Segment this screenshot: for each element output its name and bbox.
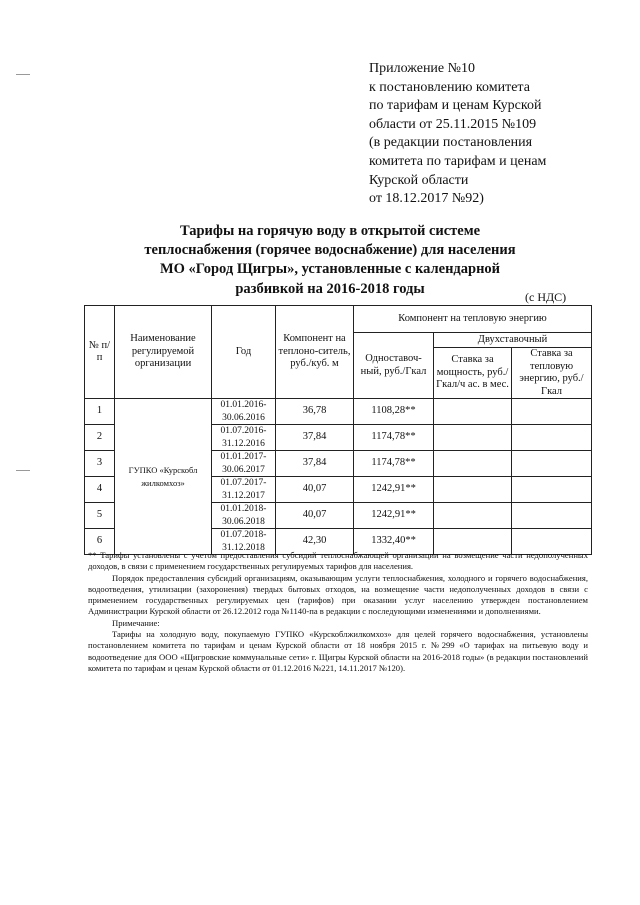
- scan-margin-mark: [16, 74, 30, 75]
- appendix-line: Курской области: [369, 172, 469, 188]
- footnote: ** Тарифы установлены с учетом предоставления субсидий теплоснабжающей организации на возмещение части недополученных доходов, в связи с применением государственных регулируемых тарифов для населения.: [88, 550, 588, 572]
- header-num: № п/п: [85, 306, 115, 399]
- header-energy-component: Компонент на тепловую энергию: [354, 306, 592, 333]
- period-cell: [212, 477, 276, 503]
- capacity-rate-value: [434, 503, 512, 529]
- organization-cell: ГУПКО «Курскобл жилкомхоз»: [115, 399, 212, 555]
- period-end: 31.12.2017: [222, 490, 265, 501]
- vat-note: (с НДС): [525, 290, 567, 304]
- single-rate-value: 1174,78**: [354, 425, 434, 451]
- single-rate-value: 1242,91**: [354, 477, 434, 503]
- remark-label: Примечание:: [112, 617, 160, 628]
- period-cell: [212, 503, 276, 529]
- period-start: 01.07.2016-: [220, 426, 267, 436]
- period-cell: [212, 425, 276, 451]
- energy-rate-value: [512, 399, 592, 425]
- row-num: 4: [85, 477, 115, 503]
- tariff-table: [84, 305, 592, 555]
- capacity-rate-value: [434, 477, 512, 503]
- capacity-rate-value: [434, 451, 512, 477]
- period-cell: [212, 399, 276, 425]
- period-end: 30.06.2016: [222, 412, 265, 423]
- period-cell: [212, 451, 276, 477]
- appendix-line: от 18.12.2017 №92): [369, 191, 484, 207]
- row-num: 5: [85, 503, 115, 529]
- capacity-rate-value: [434, 425, 512, 451]
- single-rate-value: 1174,78**: [354, 451, 434, 477]
- period-end: 31.12.2018: [222, 542, 265, 553]
- period-start: 01.01.2017-: [220, 452, 267, 462]
- title-line: разбивкой на 2016-2018 годы: [235, 280, 425, 297]
- header-organization: Наименование регулируемой организации: [115, 306, 212, 399]
- carrier-value: 36,78: [276, 399, 354, 425]
- remark-text: Тарифы на холодную воду, покупаемую ГУПКО «Курскоблжилкомхоз» для целей горячего водоснабжения, установлены постановлением комитета по тарифам и ценам Курской области от 18 ноября 2015 г. №299 «О тарифах на питьевую воду и водоотведение для ООО «Щигровские коммунальные сети» г. Щигры Курской области на 2016-2018 годы» (в редакции постановлений комитета по тарифам и ценам Курской области от 01.12.2016 №221, 14.11.2017 №120).: [88, 629, 588, 673]
- header-energy-rate: Ставка за тепловую энергию, руб./Гкал: [512, 348, 592, 399]
- carrier-value: 37,84: [276, 451, 354, 477]
- row-num: 1: [85, 399, 115, 425]
- scan-margin-mark: [16, 470, 30, 471]
- period-end: 30.06.2018: [222, 516, 265, 527]
- capacity-rate-value: [434, 399, 512, 425]
- energy-rate-value: [512, 425, 592, 451]
- header-period: Год: [212, 306, 276, 399]
- carrier-value: 37,84: [276, 425, 354, 451]
- row-num: 3: [85, 451, 115, 477]
- energy-rate-value: [512, 503, 592, 529]
- header-single-rate: Одноставоч-ный, руб./Гкал: [354, 333, 434, 399]
- title-line: МО «Город Щигры», установленные с календарной: [159, 261, 501, 278]
- appendix-line: (в редакции постановления: [369, 135, 533, 151]
- period-start: 01.01.2018-: [220, 504, 267, 514]
- appendix-line: к постановлению комитета: [369, 79, 530, 95]
- carrier-value: 40,07: [276, 503, 354, 529]
- carrier-value: 42,30: [276, 529, 354, 555]
- header-two-rate: Двухставочный: [434, 333, 592, 348]
- notes-section: [88, 550, 588, 674]
- header-capacity-rate: Ставка за мощность, руб./Гкал/ч ас. в мес.: [434, 348, 512, 399]
- period-start: 01.07.2018-: [220, 530, 267, 540]
- period-end: 30.06.2017: [222, 464, 265, 475]
- document-title: [120, 222, 540, 299]
- period-start: 01.01.2016-: [220, 400, 267, 410]
- energy-rate-value: [512, 451, 592, 477]
- appendix-line: комитета по тарифам и ценам: [369, 153, 547, 169]
- appendix-line: Приложение №10: [369, 61, 475, 76]
- appendix-line: по тарифам и ценам Курской: [369, 98, 542, 114]
- subsidy-procedure: Порядок предоставления субсидий организациям, оказывающим услуги теплоснабжения, холодного и горячего водоснабжения, водоотведения, утилизации (захоронения) твердых бытовых отходов, на возмещение части недополученных доходов в связи с применением государственных регулируемых цен (тарифов) при оказании услуг населению утвержден постановлением Администрации Курской области от 26.12.2012 года №1140-па в редакции с последующими изменениями и дополнениями.: [88, 572, 588, 617]
- appendix-line: области от 25.11.2015 №109: [369, 116, 537, 132]
- carrier-value: 40,07: [276, 477, 354, 503]
- title-line: теплоснабжения (горячее водоснабжение) для населения: [144, 242, 516, 259]
- row-num: 2: [85, 425, 115, 451]
- energy-rate-value: [512, 477, 592, 503]
- title-line: Тарифы на горячую воду в открытой системе: [179, 223, 481, 239]
- period-start: 01.07.2017-: [220, 478, 267, 488]
- single-rate-value: 1108,28**: [354, 399, 434, 425]
- period-end: 31.12.2016: [222, 438, 265, 449]
- single-rate-value: 1332,40**: [354, 529, 434, 555]
- table-row: [85, 399, 592, 425]
- appendix-reference: [369, 60, 609, 209]
- header-carrier-component: Компонент на теплоно-ситель, руб./куб. м: [276, 306, 354, 399]
- row-num: 6: [85, 529, 115, 555]
- single-rate-value: 1242,91**: [354, 503, 434, 529]
